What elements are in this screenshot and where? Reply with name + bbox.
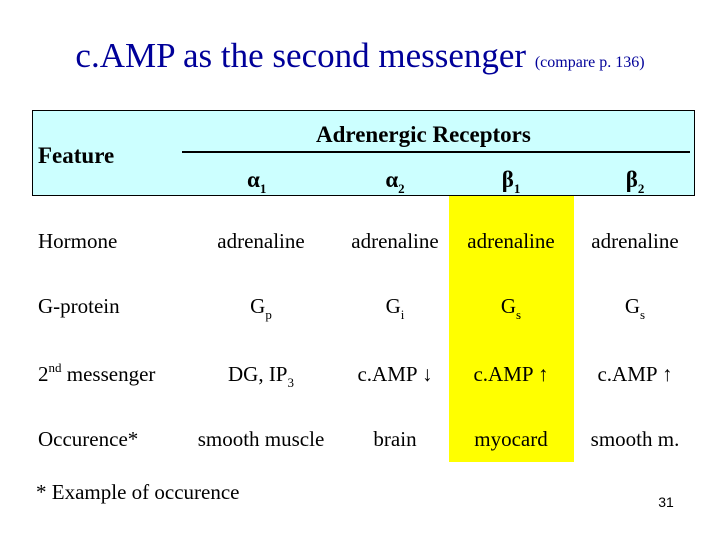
cell-subscript: s [516, 307, 522, 322]
table-cell [200, 362, 322, 390]
table-cell [334, 362, 456, 387]
table-cell: adrenaline [591, 229, 679, 253]
table-cell: brain [373, 427, 417, 451]
column-header-beta2 [574, 167, 696, 196]
table-cell [334, 294, 456, 322]
slide-title-text: c.AMP as the second messenger [75, 36, 527, 75]
table-cell: myocard [474, 427, 548, 451]
table-cell [200, 294, 322, 322]
cell-text: c.AMP [357, 362, 423, 386]
cell-subscript: s [640, 307, 646, 322]
row-label-2nd-messenger [38, 362, 155, 387]
footnote: * Example of occurence [36, 480, 240, 504]
column-header-sub: 2 [398, 181, 405, 196]
cell-subscript: i [400, 307, 405, 322]
column-header-symbol: β [501, 167, 514, 192]
column-header-alpha2 [334, 167, 456, 196]
table-cell: adrenaline [467, 229, 555, 253]
adrenergic-receptors-header: Adrenergic Receptors [316, 122, 531, 147]
slide-title [0, 36, 720, 76]
row-label-main: 2 [38, 362, 49, 386]
cell-text: c.AMP [473, 362, 539, 386]
cell-subscript: p [265, 307, 272, 322]
column-header-sub: 2 [637, 181, 645, 196]
table-cell [450, 362, 572, 387]
header-divider [182, 151, 690, 153]
arrow-up-icon: ↑ [538, 362, 549, 386]
cell-text: DG, IP [227, 362, 288, 386]
table-cell [574, 362, 696, 387]
column-header-sub: 1 [259, 181, 267, 196]
column-header-symbol: α [247, 167, 260, 192]
column-header-sub: 1 [513, 181, 521, 196]
row-label-rest: messenger [61, 362, 156, 386]
arrow-up-icon: ↑ [662, 362, 673, 386]
row-label-g-protein: G-protein [38, 294, 120, 318]
table-cell: adrenaline [217, 229, 305, 253]
cell-text: G [385, 294, 401, 318]
row-label-hormone: Hormone [38, 229, 118, 253]
cell-text: G [624, 294, 641, 318]
row-label-superscript: nd [48, 360, 62, 375]
page-number: 31 [658, 494, 674, 510]
column-header-symbol: α [385, 167, 399, 192]
table-cell [574, 294, 696, 322]
cell-text: G [500, 294, 517, 318]
column-header-symbol: β [625, 167, 638, 192]
feature-header: Feature [38, 143, 115, 168]
row-label-occurence: Occurence* [38, 427, 139, 451]
cell-text: c.AMP [597, 362, 663, 386]
arrow-down-icon: ↓ [422, 362, 433, 386]
table-cell: smooth m. [590, 427, 680, 451]
slide-title-note: (compare p. 136) [534, 54, 645, 71]
column-header-beta1 [450, 167, 572, 196]
table-cell: adrenaline [351, 229, 439, 253]
table-cell: smooth muscle [197, 427, 325, 451]
column-header-alpha1 [200, 167, 322, 196]
table-cell [450, 294, 572, 322]
cell-text: G [250, 294, 266, 318]
cell-subscript: 3 [287, 375, 294, 390]
